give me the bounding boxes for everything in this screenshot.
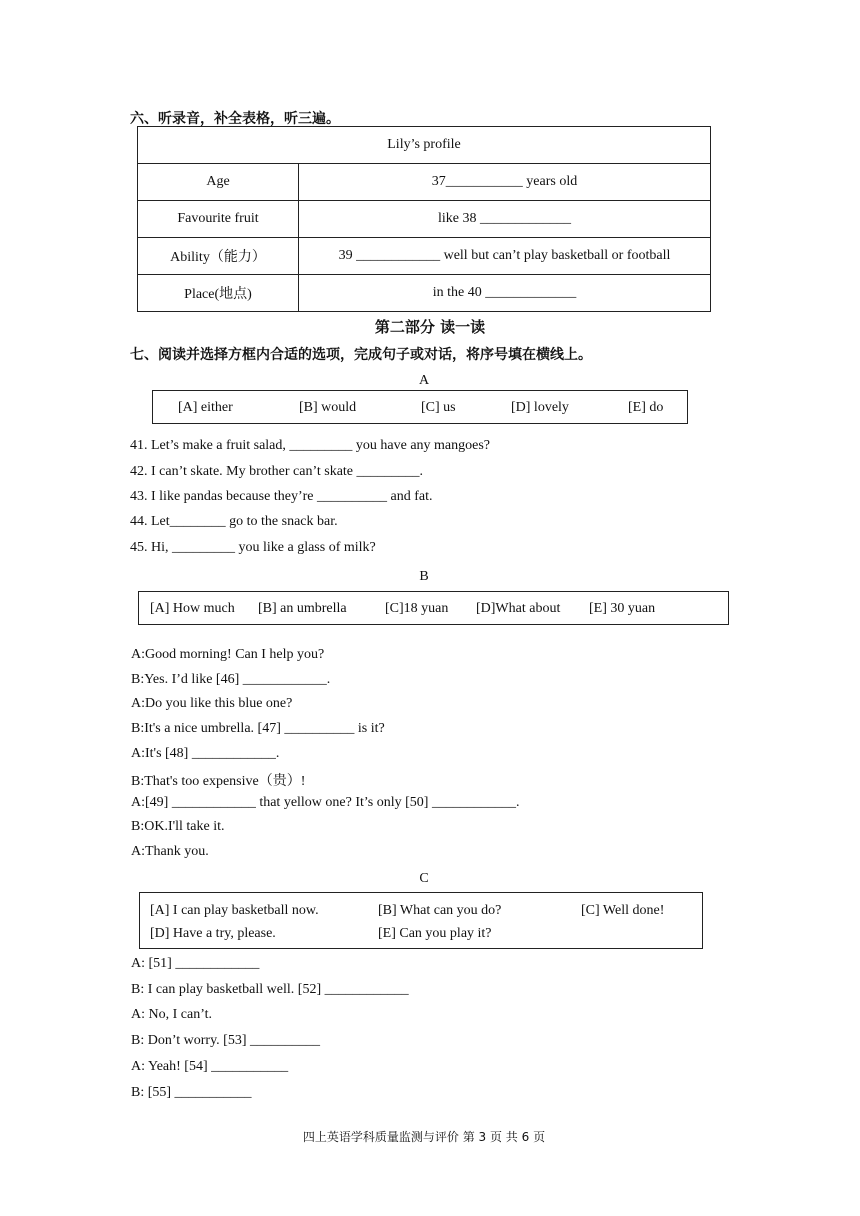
dialogue-line: A: Yeah! [54] ___________ [131,1059,289,1074]
option-a: [A] I can play basketball now. [150,903,319,918]
option-c: [C]18 yuan [385,601,449,616]
part-c-option-box [139,892,703,949]
row-label-place: Place(地点) [138,275,299,312]
part-b-option-box [138,591,729,625]
option-b: [B] would [299,400,357,415]
question-42: 42. I can’t skate. My brother can’t skate _________. [130,464,424,479]
dialogue-line: A:Thank you. [131,844,209,859]
dialogue-line: B:Yes. I’d like [46] ____________. [131,672,331,687]
table-header-row [138,127,711,164]
dialogue-line: A:Do you like this blue one? [131,696,293,711]
dialogue-line: B: [55] ___________ [131,1085,252,1100]
part-c-heading: C [419,871,429,886]
dialogue-line: B:It's a nice umbrella. [47] __________ is it? [131,721,385,736]
question-45: 45. Hi, _________ you like a glass of milk? [130,540,376,555]
dialogue-line: A:Good morning! Can I help you? [131,647,325,662]
option-d: [D] lovely [511,400,569,415]
row-label-fruit: Favourite fruit [138,201,299,238]
option-a: [A] either [178,400,233,415]
row-label-ability: Ability（能力） [138,238,299,275]
row-value-fruit: like 38 _____________ [299,201,711,238]
dialogue-line: B: Don’t worry. [53] __________ [131,1033,320,1048]
page-footer: 四上英语学科质量监测与评价 第 3 页 共 6 页 [302,1130,546,1144]
row-value-place: in the 40 _____________ [299,275,711,312]
dialogue-line: B:That's too expensive（贵）! [131,774,306,789]
dialogue-line: B:OK.I'll take it. [131,819,225,834]
part-a-heading: A [418,373,430,388]
dialogue-line: A:[49] ____________ that yellow one? It’s only [50] ____________. [131,795,520,810]
option-e: [E] Can you play it? [378,926,492,941]
question-43: 43. I like pandas because they’re __________ and fat. [130,489,433,504]
part-2-title: 第二部分 读一读 [374,318,486,336]
question-44: 44. Let________ go to the snack bar. [130,514,338,529]
row-value-age: 37___________ years old [299,164,711,201]
table-row [138,238,711,275]
dialogue-line: A: No, I can’t. [131,1007,212,1022]
option-b: [B] an umbrella [258,601,347,616]
row-value-ability: 39 ____________ well but can’t play basketball or football [299,238,711,275]
option-e: [E] do [628,400,664,415]
table-row [138,275,711,312]
dialogue-line: A: [51] ____________ [131,956,260,971]
option-c: [C] us [421,400,456,415]
section-6-title: 六、听录音，补全表格，听三遍。 [130,111,340,127]
option-c: [C] Well done! [581,903,665,918]
dialogue-line: B: I can play basketball well. [52] ____________ [131,982,409,997]
section-7-title: 七、阅读并选择方框内合适的选项，完成句子或对话，将序号填在横线上。 [130,347,592,363]
question-41: 41. Let’s make a fruit salad, _________ you have any mangoes? [130,438,491,453]
row-label-age: Age [138,164,299,201]
option-d: [D]What about [476,601,561,616]
option-e: [E] 30 yuan [589,601,656,616]
option-d: [D] Have a try, please. [150,926,276,941]
part-a-option-box [152,390,688,424]
profile-table [137,126,711,312]
dialogue-line: A:It's [48] ____________. [131,746,280,761]
option-b: [B] What can you do? [378,903,502,918]
table-row [138,201,711,238]
option-a: [A] How much [150,601,235,616]
table-row [138,164,711,201]
table-title: Lily’s profile [138,127,711,164]
part-b-heading: B [419,569,429,584]
